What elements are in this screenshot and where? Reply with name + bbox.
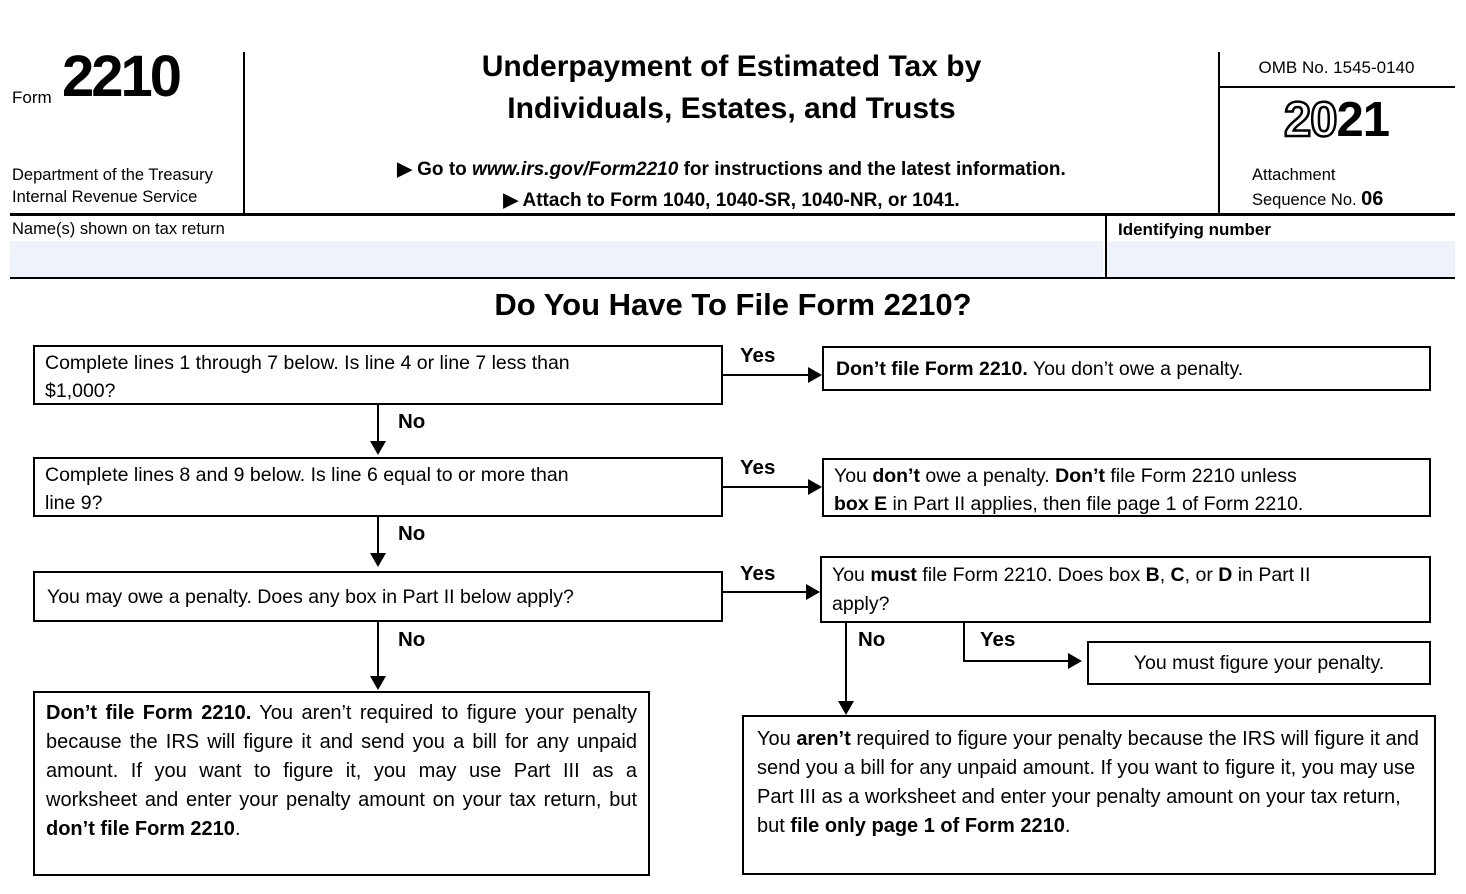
- arrowhead-yes-2: [808, 479, 822, 495]
- flow-line-no-3: [377, 622, 379, 678]
- sequence-line: [1252, 188, 1383, 211]
- flow-line-no-4: [845, 623, 847, 703]
- goto-instructions-line: ▶ Go to www.irs.gov/Form2210 for instructions and the latest information.: [397, 159, 1066, 180]
- arrowhead-no-3: [370, 676, 386, 690]
- flow-line-yes-3: [723, 591, 808, 593]
- attach-to-line: ▶ Attach to Form 1040, 1040-SR, 1040-NR, or 1041.: [503, 190, 960, 211]
- form-word-label: Form: [12, 88, 52, 107]
- attachment-word: Attachment: [1252, 166, 1336, 184]
- flow-line-no-1: [377, 405, 379, 443]
- form-title-line-2: Individuals, Estates, and Trusts: [507, 92, 956, 125]
- flow-box-answer-1: Don’t file Form 2210. You don’t owe a penalty.: [822, 346, 1431, 391]
- name-input[interactable]: [10, 241, 1103, 277]
- flow-line-yes-2: [723, 486, 810, 488]
- yes-label-4: Yes: [980, 628, 1016, 651]
- flow-line-yes-1: [723, 374, 810, 376]
- yes-label-1: Yes: [740, 344, 776, 367]
- arrowhead-yes-4: [1068, 653, 1082, 669]
- arrowhead-no-2: [370, 553, 386, 567]
- header-bottom-rule: [10, 213, 1455, 216]
- arrowhead-yes-1: [808, 367, 822, 383]
- no-label-2: No: [398, 522, 426, 545]
- form-number: 2210: [62, 44, 180, 109]
- name-row-divider: [1105, 215, 1107, 278]
- arrowhead-yes-3: [806, 584, 820, 600]
- flow-line-no-2: [377, 517, 379, 555]
- tax-year: [1218, 93, 1455, 147]
- no-label-1: No: [398, 410, 426, 433]
- flow-box-answer-3: You must file Form 2210. Does box B, C, or D in Part II apply?: [820, 556, 1431, 623]
- omb-number: OMB No. 1545-0140: [1258, 58, 1415, 77]
- name-row-bottom-rule: [10, 277, 1455, 279]
- yes-label-2: Yes: [740, 456, 776, 479]
- flow-box-question-1: Complete lines 1 through 7 below. Is line 4 or line 7 less than $1,000?: [33, 345, 723, 405]
- flow-line-yes-4-vertical: [963, 623, 965, 662]
- flow-line-yes-4-horizontal: [963, 660, 1070, 662]
- flow-box-arent-required: You aren’t required to figure your penalty because the IRS will figure it and send you a bill for any unpaid amount. If you want to figure it, you may use Part III as a worksheet and enter your penalty amount on your tax return, but file only page 1 of Form 2210.: [742, 715, 1436, 875]
- tax-year-solid-digits: 21: [1336, 93, 1390, 147]
- form-title-line-1: Underpayment of Estimated Tax by: [481, 50, 982, 83]
- identifying-number-input[interactable]: [1107, 241, 1455, 277]
- department-line-1: Department of the Treasury: [12, 166, 213, 184]
- omb-underline: [1218, 86, 1455, 88]
- arrowhead-no-4: [838, 701, 854, 715]
- flow-box-question-3: You may owe a penalty. Does any box in Part II below apply?: [33, 571, 723, 622]
- name-label: Name(s) shown on tax return: [12, 220, 225, 238]
- flow-box-must-figure-penalty: You must figure your penalty.: [1087, 641, 1431, 685]
- no-label-3: No: [398, 628, 426, 651]
- flow-box-question-2: Complete lines 8 and 9 below. Is line 6 equal to or more than line 9?: [33, 457, 723, 517]
- no-label-4: No: [858, 628, 886, 651]
- flowchart-title: Do You Have To File Form 2210?: [494, 287, 972, 322]
- yes-label-3: Yes: [740, 562, 776, 585]
- sequence-number: 06: [1361, 188, 1384, 210]
- arrowhead-no-1: [370, 441, 386, 455]
- identifying-number-label: Identifying number: [1118, 220, 1271, 239]
- flow-box-dont-file: Don’t file Form 2210. You aren’t required to figure your penalty because the IRS will figure it and send you a bill for any unpaid amount. If you want to figure it, you may use Part III as a worksheet and enter your penalty amount on your tax return, but don’t file Form 2210.: [33, 691, 650, 876]
- tax-year-outline-digits: 20: [1283, 93, 1337, 147]
- flow-box-answer-2: You don’t owe a penalty. Don’t file Form 2210 unless box E in Part II applies, then file page 1 of Form 2210.: [822, 458, 1431, 517]
- department-line-2: Internal Revenue Service: [12, 188, 198, 206]
- sequence-label: Sequence No.: [1252, 191, 1362, 209]
